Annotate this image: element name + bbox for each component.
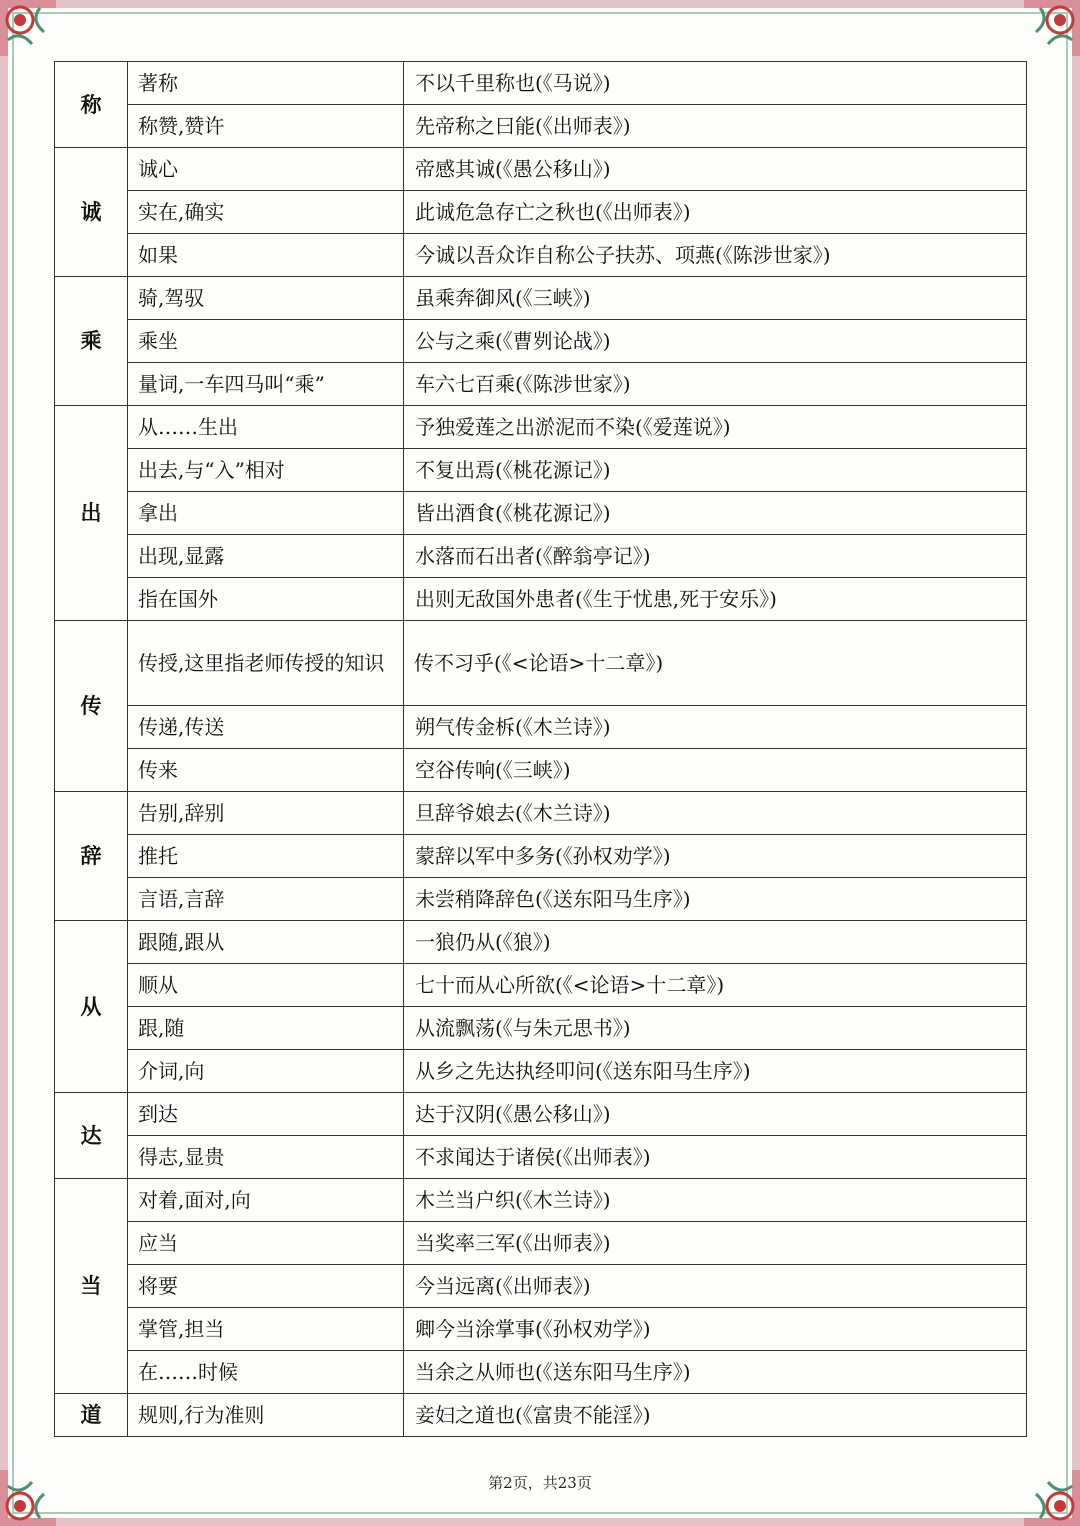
meaning-cell: 得志,显贵 <box>128 1136 404 1179</box>
meaning-cell: 传递,传送 <box>128 706 404 749</box>
vocabulary-table <box>54 61 1027 1437</box>
meaning-cell: 规则,行为准则 <box>128 1394 404 1437</box>
example-cell: 传不习乎(《<论语>十二章》) <box>404 621 1027 706</box>
table-row <box>55 1007 1027 1050</box>
example-cell: 先帝称之曰能(《出师表》) <box>404 105 1027 148</box>
example-cell: 今当远离(《出师表》) <box>404 1265 1027 1308</box>
headword-cell: 称 <box>55 62 128 148</box>
example-cell: 从流飘荡(《与朱元思书》) <box>404 1007 1027 1050</box>
example-cell: 帝感其诚(《愚公移山》) <box>404 148 1027 191</box>
table-row <box>55 1222 1027 1265</box>
table-row <box>55 320 1027 363</box>
table-row <box>55 621 1027 706</box>
table-row <box>55 234 1027 277</box>
example-cell: 今诚以吾众诈自称公子扶苏、项燕(《陈涉世家》) <box>404 234 1027 277</box>
example-cell: 不以千里称也(《马说》) <box>404 62 1027 105</box>
example-cell: 朔气传金柝(《木兰诗》) <box>404 706 1027 749</box>
example-cell: 妾妇之道也(《富贵不能淫》) <box>404 1394 1027 1437</box>
meaning-cell: 著称 <box>128 62 404 105</box>
headword-cell: 当 <box>55 1179 128 1394</box>
headword-cell: 从 <box>55 921 128 1093</box>
table-row <box>55 492 1027 535</box>
headword-cell: 辞 <box>55 792 128 921</box>
table-row <box>55 1394 1027 1437</box>
example-cell: 蒙辞以军中多务(《孙权劝学》) <box>404 835 1027 878</box>
meaning-cell: 量词,一车四马叫“乘” <box>128 363 404 406</box>
meaning-cell: 对着,面对,向 <box>128 1179 404 1222</box>
table-row <box>55 1179 1027 1222</box>
table-row <box>55 1265 1027 1308</box>
headword-cell: 传 <box>55 621 128 792</box>
meaning-cell: 言语,言辞 <box>128 878 404 921</box>
table-row <box>55 1136 1027 1179</box>
example-cell: 旦辞爷娘去(《木兰诗》) <box>404 792 1027 835</box>
example-cell: 木兰当户织(《木兰诗》) <box>404 1179 1027 1222</box>
table-row <box>55 835 1027 878</box>
meaning-cell: 介词,向 <box>128 1050 404 1093</box>
table-row <box>55 105 1027 148</box>
vocabulary-table-body <box>55 62 1027 1437</box>
table-row <box>55 449 1027 492</box>
example-cell: 虽乘奔御风(《三峡》) <box>404 277 1027 320</box>
meaning-cell: 称赞,赞许 <box>128 105 404 148</box>
example-cell: 从乡之先达执经叩问(《送东阳马生序》) <box>404 1050 1027 1093</box>
meaning-cell: 从……生出 <box>128 406 404 449</box>
page-number: 第2页，共23页 <box>488 1474 592 1492</box>
corner-ornament-icon <box>0 0 56 56</box>
example-cell: 不求闻达于诸侯(《出师表》) <box>404 1136 1027 1179</box>
table-row <box>55 1351 1027 1394</box>
table-row <box>55 406 1027 449</box>
table-row <box>55 1308 1027 1351</box>
table-row <box>55 277 1027 320</box>
example-cell: 当余之从师也(《送东阳马生序》) <box>404 1351 1027 1394</box>
meaning-cell: 出现,显露 <box>128 535 404 578</box>
table-row <box>55 1093 1027 1136</box>
meaning-cell: 指在国外 <box>128 578 404 621</box>
meaning-cell: 应当 <box>128 1222 404 1265</box>
table-row <box>55 749 1027 792</box>
meaning-cell: 实在,确实 <box>128 191 404 234</box>
meaning-cell: 诚心 <box>128 148 404 191</box>
meaning-cell: 跟,随 <box>128 1007 404 1050</box>
meaning-cell: 传来 <box>128 749 404 792</box>
meaning-cell: 顺从 <box>128 964 404 1007</box>
example-cell: 不复出焉(《桃花源记》) <box>404 449 1027 492</box>
example-cell: 未尝稍降辞色(《送东阳马生序》) <box>404 878 1027 921</box>
meaning-cell: 在……时候 <box>128 1351 404 1394</box>
example-cell: 卿今当涂掌事(《孙权劝学》) <box>404 1308 1027 1351</box>
headword-cell: 诚 <box>55 148 128 277</box>
example-cell: 一狼仍从(《狼》) <box>404 921 1027 964</box>
example-cell: 车六七百乘(《陈涉世家》) <box>404 363 1027 406</box>
meaning-cell: 到达 <box>128 1093 404 1136</box>
headword-cell: 达 <box>55 1093 128 1179</box>
example-cell: 出则无敌国外患者(《生于忧患,死于安乐》) <box>404 578 1027 621</box>
table-row <box>55 62 1027 105</box>
meaning-cell: 告别,辞别 <box>128 792 404 835</box>
headword-cell: 乘 <box>55 277 128 406</box>
table-row <box>55 191 1027 234</box>
meaning-cell: 推托 <box>128 835 404 878</box>
meaning-cell: 如果 <box>128 234 404 277</box>
meaning-cell: 出去,与“入”相对 <box>128 449 404 492</box>
headword-cell: 道 <box>55 1394 128 1437</box>
table-row <box>55 792 1027 835</box>
corner-ornament-icon <box>1024 0 1080 56</box>
example-cell: 七十而从心所欲(《<论语>十二章》) <box>404 964 1027 1007</box>
meaning-cell: 传授,这里指老师传授的知识 <box>128 621 404 706</box>
table-row <box>55 878 1027 921</box>
example-cell: 公与之乘(《曹刿论战》) <box>404 320 1027 363</box>
table-row <box>55 535 1027 578</box>
table-row <box>55 148 1027 191</box>
example-cell: 水落而石出者(《醉翁亭记》) <box>404 535 1027 578</box>
meaning-cell: 跟随,跟从 <box>128 921 404 964</box>
headword-cell: 出 <box>55 406 128 621</box>
table-row <box>55 578 1027 621</box>
example-cell: 空谷传响(《三峡》) <box>404 749 1027 792</box>
table-row <box>55 706 1027 749</box>
example-cell: 此诚危急存亡之秋也(《出师表》) <box>404 191 1027 234</box>
meaning-cell: 骑,驾驭 <box>128 277 404 320</box>
meaning-cell: 掌管,担当 <box>128 1308 404 1351</box>
meaning-cell: 拿出 <box>128 492 404 535</box>
table-row <box>55 363 1027 406</box>
example-cell: 皆出酒食(《桃花源记》) <box>404 492 1027 535</box>
table-row <box>55 964 1027 1007</box>
table-row <box>55 921 1027 964</box>
meaning-cell: 将要 <box>128 1265 404 1308</box>
example-cell: 当奖率三军(《出师表》) <box>404 1222 1027 1265</box>
table-row <box>55 1050 1027 1093</box>
meaning-cell: 乘坐 <box>128 320 404 363</box>
example-cell: 予独爱莲之出淤泥而不染(《爱莲说》) <box>404 406 1027 449</box>
example-cell: 达于汉阴(《愚公移山》) <box>404 1093 1027 1136</box>
